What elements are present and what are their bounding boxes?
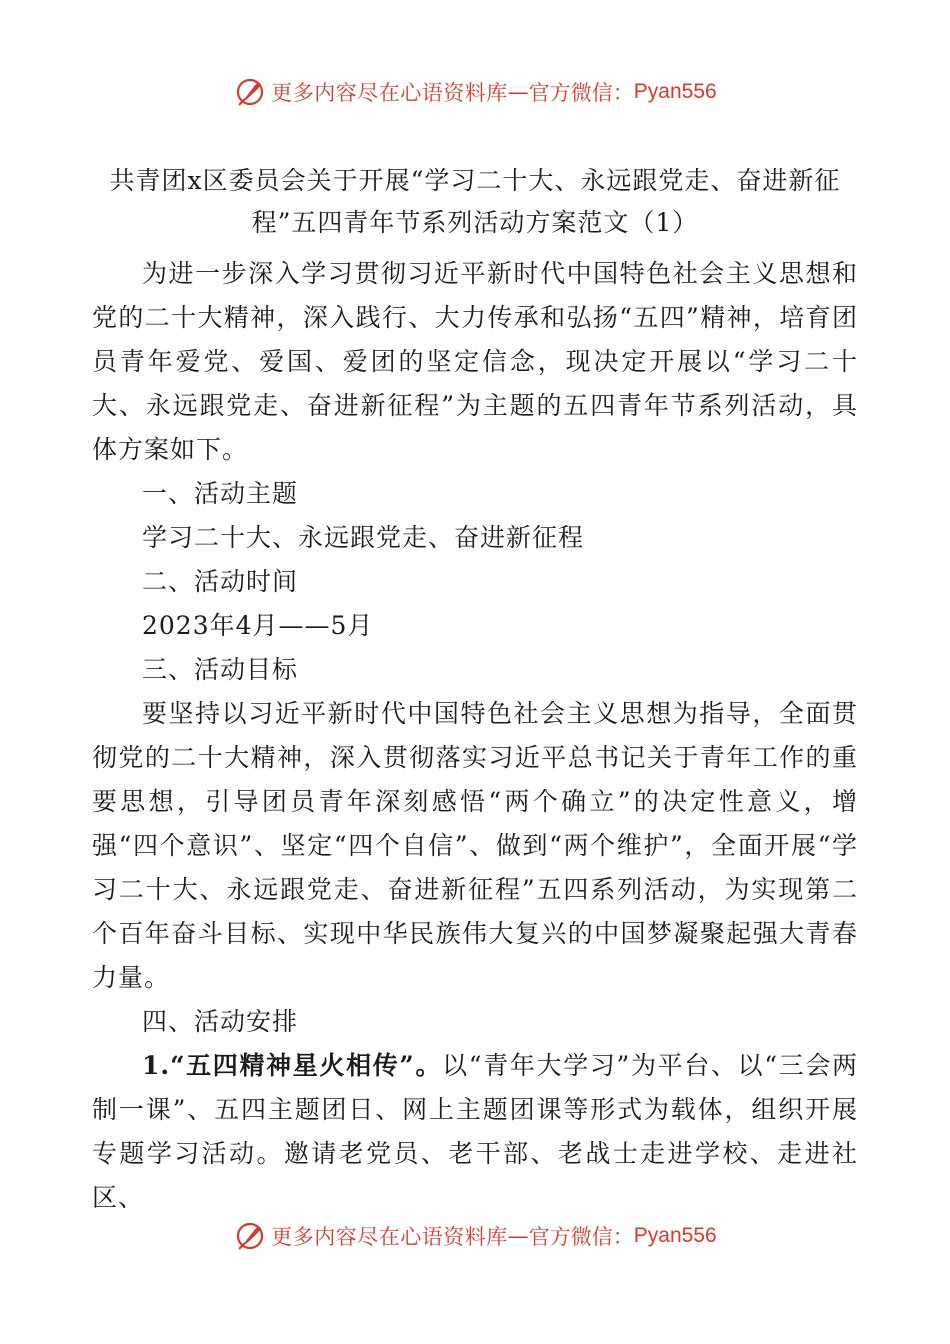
banner-text: 更多内容尽在心语资料库 <box>271 1225 508 1249</box>
banner-wechat-label: 官方微信： <box>528 1225 634 1249</box>
header-banner <box>0 74 950 110</box>
section1-heading: 一、活动主题 <box>142 479 299 508</box>
item1-body: 以“青年大学习”为平台、以“三会两制一课”、五四主题团日、网上主题团课等形式为载体，组织开展专题学习活动。邀请老党员、老干部、老战士走进学校、走进社区、 <box>92 1051 859 1212</box>
banner-wechat-label: 官方微信： <box>528 81 634 105</box>
quill-logo-icon <box>233 75 267 109</box>
banner-wechat-id: Pyan556 <box>633 1224 717 1247</box>
section3-heading: 三、活动目标 <box>142 655 299 684</box>
document-body <box>92 252 858 1220</box>
section4-heading: 四、活动安排 <box>142 1007 299 1036</box>
quill-logo-icon <box>233 1219 267 1253</box>
item1-paragraph <box>92 1044 858 1220</box>
item1-title: 1.“五四精神星火相传”。 <box>142 1051 443 1080</box>
section2-body: 2023年4月——5月 <box>142 611 374 640</box>
footer-banner <box>0 1218 950 1254</box>
banner-wechat-id: Pyan556 <box>633 80 717 103</box>
banner-text: 更多内容尽在心语资料库 <box>271 81 508 105</box>
section2-heading: 二、活动时间 <box>142 567 299 596</box>
banner-separator: — <box>507 80 529 104</box>
section3-body: 要坚持以习近平新时代中国特色社会主义思想为指导，全面贯彻党的二十大精神，深入贯彻落实习近平总书记关于青年工作的重要思想，引导团员青年深刻感悟“两个确立”的决定性意义，增强“四个意识”、坚定“四个自信”、做到“两个维护”，全面开展“学习二十大、永远跟党走、奋进新征程”五四系列活动，为实现第二个百年奋斗目标、实现中华民族伟大复兴的中国梦凝聚起强大青春力量。 <box>92 699 858 992</box>
intro-paragraph: 为进一步深入学习贯彻习近平新时代中国特色社会主义思想和党的二十大精神，深入践行、大力传承和弘扬“五四”精神，培育团员青年爱党、爱国、爱团的坚定信念，现决定开展以“学习二十大、永远跟党走、奋进新征程”为主题的五四青年节系列活动，具体方案如下。 <box>92 259 858 464</box>
document-title: 共青团x区委员会关于开展“学习二十大、永远跟党走、奋进新征程”五四青年节系列活动方案范文（1） <box>109 166 841 237</box>
section1-body: 学习二十大、永远跟党走、奋进新征程 <box>142 523 585 552</box>
banner-separator: — <box>507 1224 529 1248</box>
